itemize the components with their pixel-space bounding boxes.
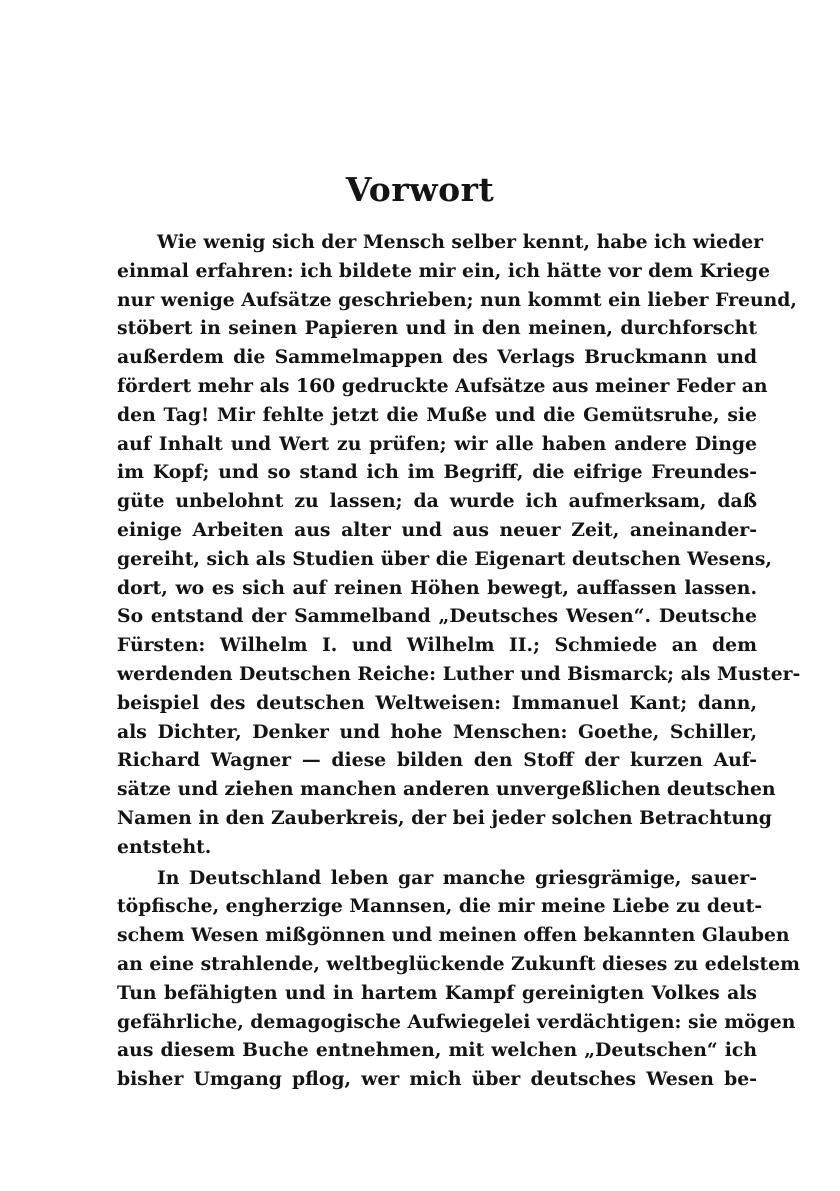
text-line: nur wenige Aufsätze geschrieben; nun kommt ein lieber Freund,	[117, 288, 797, 311]
text-line: In Deutschland leben gar manche griesgrämige, sauer-	[157, 866, 757, 889]
text-line: einige Arbeiten aus alter und aus neuer Zeit, aneinander-	[117, 518, 757, 541]
text-line: stöbert in seinen Papieren und in den meinen, durchforscht	[117, 317, 757, 340]
text-line: schem Wesen mißgönnen und meinen offen bekannten Glauben	[117, 924, 790, 947]
text-line: töpfische, engherzige Mannsen, die mir meine Liebe zu deut-	[117, 895, 763, 918]
text-line: Fürsten: Wilhelm I. und Wilhelm II.; Schmiede an dem	[117, 634, 757, 657]
text-line: Tun befähigten und in hartem Kampf gereinigten Volkes als	[117, 981, 757, 1004]
text-line: So entstand der Sammelband „Deutsches Wesen“. Deutsche	[117, 605, 757, 628]
text-line: im Kopf; und so stand ich im Begriff, die eifrige Freundes-	[117, 461, 757, 484]
text-line: fördert mehr als 160 gedruckte Aufsätze aus meiner Feder an	[117, 374, 768, 397]
text-line: entsteht.	[117, 835, 212, 858]
text-line: dort, wo es sich auf reinen Höhen bewegt, auffassen lassen.	[117, 576, 757, 599]
preface-text	[117, 228, 801, 1094]
text-line: auf Inhalt und Wert zu prüfen; wir alle haben andere Dinge	[117, 432, 757, 455]
text-line: bisher Umgang pflog, wer mich über deutsches Wesen be-	[117, 1068, 757, 1091]
text-line: Richard Wagner — diese bilden den Stoff der kurzen Auf-	[117, 749, 757, 772]
text-line: Wie wenig sich der Mensch selber kennt, habe ich wieder	[157, 231, 764, 253]
text-line: gefährliche, demagogische Aufwiegelei verdächtigen: sie mögen	[117, 1010, 796, 1033]
text-line: als Dichter, Denker und hohe Menschen: Goethe, Schiller,	[117, 720, 757, 743]
text-line: güte unbelohnt zu lassen; da wurde ich aufmerksam, daß	[117, 490, 757, 513]
text-line: beispiel des deutschen Weltweisen: Immanuel Kant; dann,	[117, 691, 757, 714]
text-line: einmal erfahren: ich bildete mir ein, ich hätte vor dem Kriege	[117, 259, 771, 282]
text-line: Namen in den Zauberkreis, der bei jeder solchen Betrachtung	[117, 806, 772, 829]
text-line: werdenden Deutschen Reiche: Luther und Bismarck; als Muster-	[117, 662, 801, 685]
text-line: an eine strahlende, weltbeglückende Zukunft dieses zu edelstem	[117, 952, 800, 975]
text-line: gereiht, sich als Studien über die Eigenart deutschen Wesens,	[117, 547, 772, 570]
text-line: außerdem die Sammelmappen des Verlags Bruckmann und	[117, 346, 757, 369]
page-title: Vorwort	[345, 170, 495, 209]
text-line: aus diesem Buche entnehmen, mit welchen „Deutschen“ ich	[117, 1039, 757, 1062]
text-line: den Tag! Mir fehlte jetzt die Muße und die Gemütsruhe, sie	[117, 403, 757, 426]
text-line: sätze und ziehen manchen anderen unvergeßlichen deutschen	[117, 778, 776, 801]
